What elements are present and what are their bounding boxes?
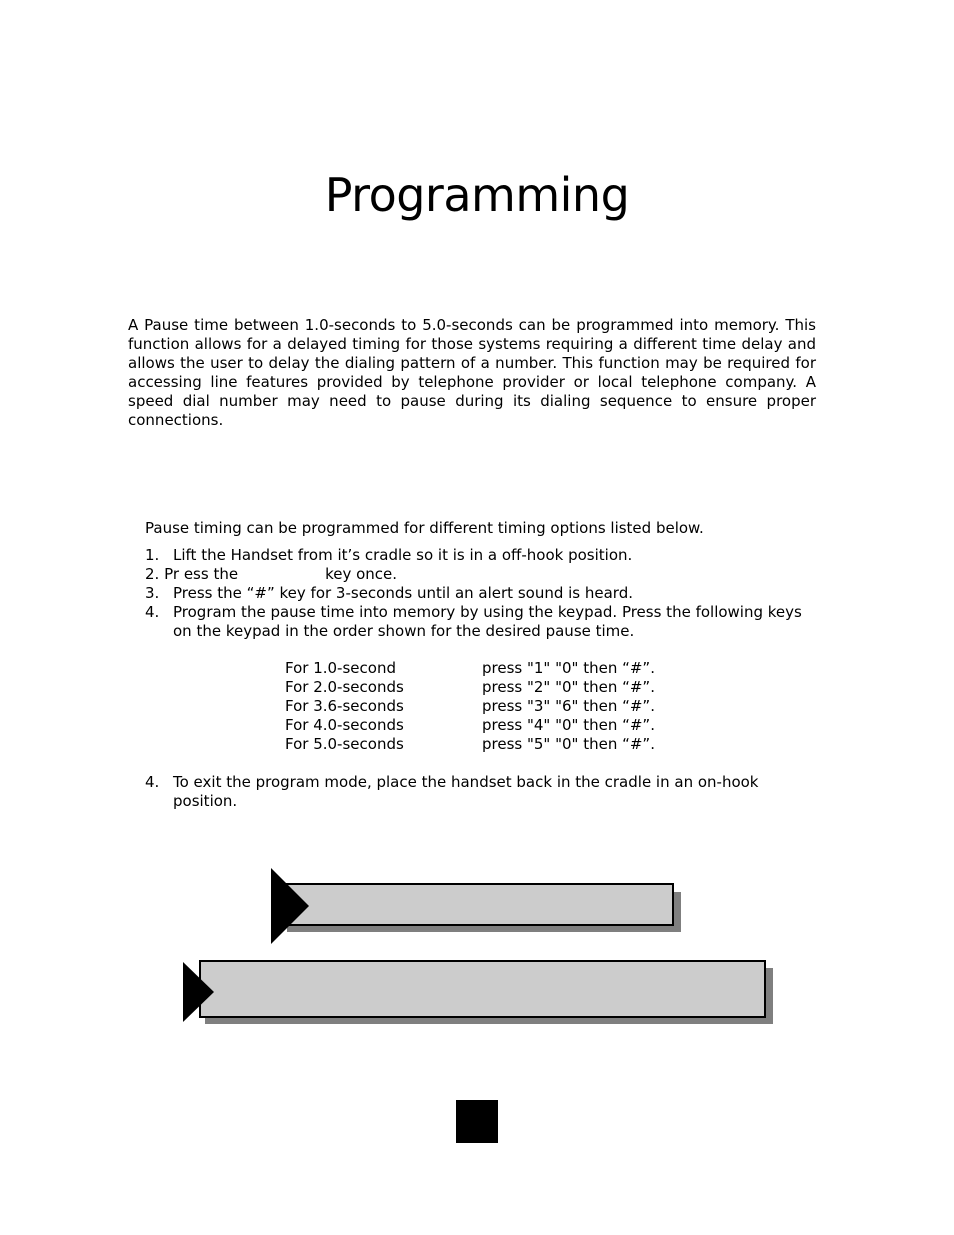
step-text: Lift the Handset from it’s cradle so it is in a off-hook position.	[173, 546, 633, 564]
timing-label: For 4.0-seconds	[285, 716, 404, 734]
step-text: Program the pause time into memory by using the keypad. Press the following keys on the keypad in the order shown for the desired pause time.	[173, 603, 802, 640]
step-number: 4.	[145, 773, 160, 791]
step-text: To exit the program mode, place the handset back in the cradle in an on-hook position.	[173, 773, 759, 810]
list-item	[145, 546, 817, 565]
timing-table	[285, 659, 655, 754]
exit-step	[145, 773, 817, 811]
table-row	[285, 735, 655, 754]
step-number: 2. Pr	[145, 565, 180, 583]
step-number: 1.	[145, 546, 160, 564]
step-text: ess the key once.	[183, 565, 398, 583]
banner-lower	[183, 960, 775, 1026]
step-text: Press the “#” key for 3-seconds until an alert sound is heard.	[173, 584, 633, 602]
banner-bar	[199, 960, 766, 1018]
lead-paragraph: Pause timing can be programmed for different timing options listed below.	[145, 519, 704, 537]
step-number: 4.	[145, 603, 160, 621]
list-item	[145, 565, 817, 584]
arrow-right-icon	[271, 868, 309, 944]
step-number: 3.	[145, 584, 160, 602]
arrow-right-icon	[183, 962, 214, 1022]
table-row	[285, 659, 655, 678]
intro-paragraph: A Pause time between 1.0-seconds to 5.0-seconds can be programmed into memory. This function allows for a delayed timing for those systems requiring a different time delay and allows the user to delay the dialing pattern of a number. This function may be required for accessing line features provided by telephone provider or local telephone company. A speed dial number may need to pause during its dialing sequence to ensure proper connections.	[128, 316, 816, 429]
table-row	[285, 697, 655, 716]
table-row	[285, 678, 655, 697]
timing-keys: press "3" "6" then “#”.	[482, 697, 655, 715]
list-item	[145, 603, 817, 641]
timing-label: For 3.6-seconds	[285, 697, 404, 715]
timing-label: For 1.0-second	[285, 659, 396, 677]
page-number-marker	[456, 1100, 498, 1143]
steps-list	[145, 546, 817, 641]
timing-keys: press "2" "0" then “#”.	[482, 678, 655, 696]
banner-bar	[281, 883, 674, 926]
list-item	[145, 584, 817, 603]
timing-label: For 2.0-seconds	[285, 678, 404, 696]
banner-upper	[271, 868, 683, 944]
timing-label: For 5.0-seconds	[285, 735, 404, 753]
timing-keys: press "5" "0" then “#”.	[482, 735, 655, 753]
timing-keys: press "4" "0" then “#”.	[482, 716, 655, 734]
table-row	[285, 716, 655, 735]
page-title: Programming	[324, 168, 630, 222]
timing-keys: press "1" "0" then “#”.	[482, 659, 655, 677]
